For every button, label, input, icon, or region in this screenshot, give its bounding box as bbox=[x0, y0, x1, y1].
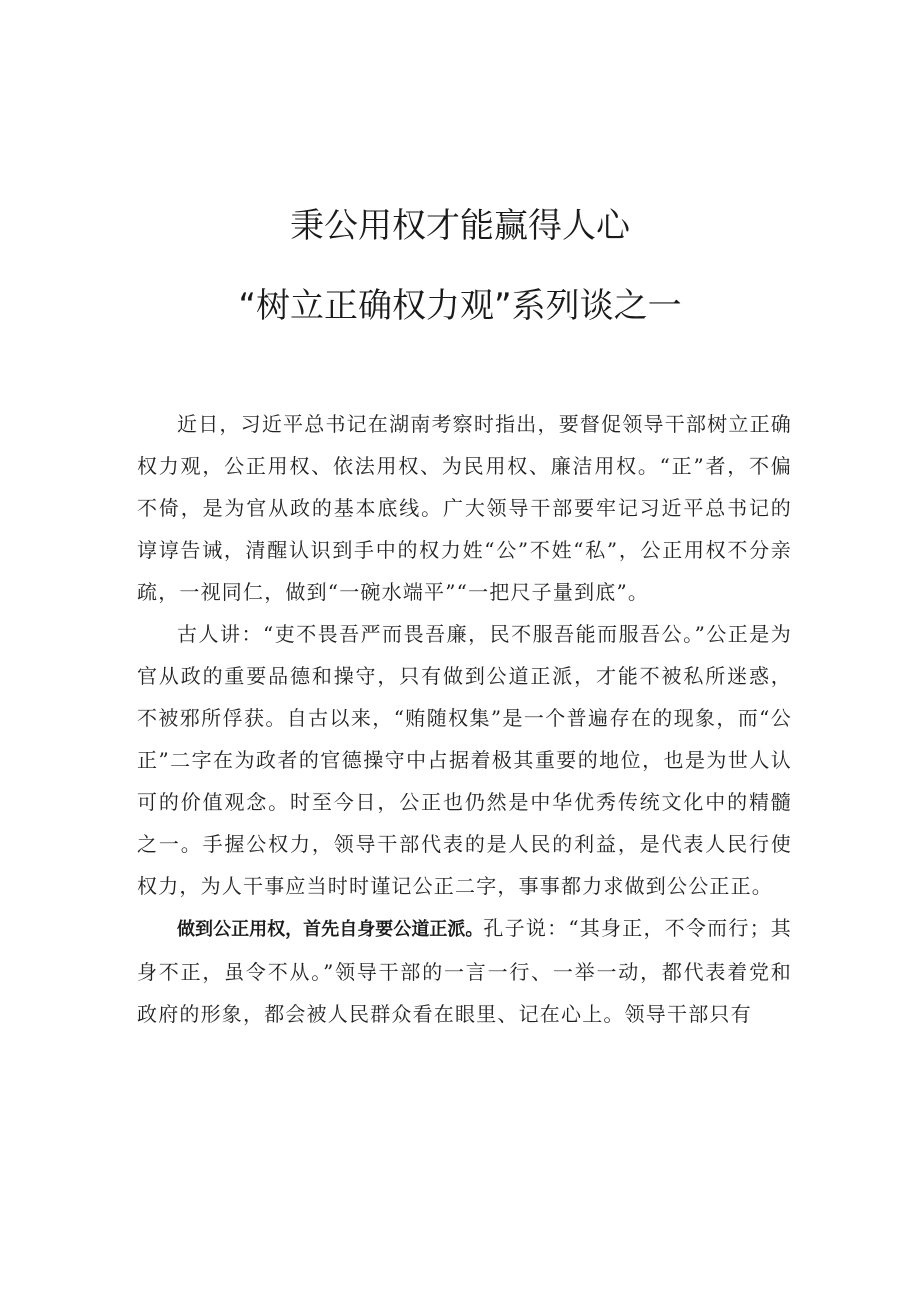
paragraph-1 bbox=[137, 403, 792, 613]
paragraph-text: 孔子说：“其身正，不令而行；其身不正，虽令不从。”领导干部的一言一行、一举一动，都代表着党和政府的形象，都会被人民群众看在眼里、记在心上。领导干部只有 bbox=[137, 916, 792, 1026]
document-title: 秉公用权才能赢得人心 bbox=[290, 206, 630, 246]
paragraph-3 bbox=[137, 907, 792, 1035]
paragraph-text: 古人讲：“吏不畏吾严而畏吾廉，民不服吾能而服吾公。”公正是为官从政的重要品德和操守，只有做到公道正派，才能不被私所迷惑，不被邪所俘获。自古以来，“贿随权集”是一个普遍存在的现象，而“公正”二字在为政者的官德操守中占据着极其重要的地位，也是为世人认可的价值观念。时至今日，公正也仍然是中华优秀传统文化中的精髓之一。手握公权力，领导干部代表的是人民的利益，是代表人民行使权力，为人干事应当时时谨记公正二字，事事都力求做到公公正正。 bbox=[137, 622, 792, 898]
document-subtitle: “树立正确权力观”系列谈之一 bbox=[238, 286, 682, 326]
paragraph-text: 近日，习近平总书记在湖南考察时指出，要督促领导干部树立正确权力观，公正用权、依法用权、为民用权、廉洁用权。“正”者，不偏不倚，是为官从政的基本底线。广大领导干部要牢记习近平总书记的谆谆告诫，清醒认识到手中的权力姓“公”不姓“私”，公正用权不分亲疏，一视同仁，做到“一碗水端平”“一把尺子量到底”。 bbox=[137, 412, 792, 604]
paragraph-2 bbox=[137, 613, 792, 907]
paragraph-lead-sentence: 做到公正用权，首先自身要公道正派。 bbox=[177, 919, 484, 940]
document-body bbox=[137, 403, 792, 1035]
